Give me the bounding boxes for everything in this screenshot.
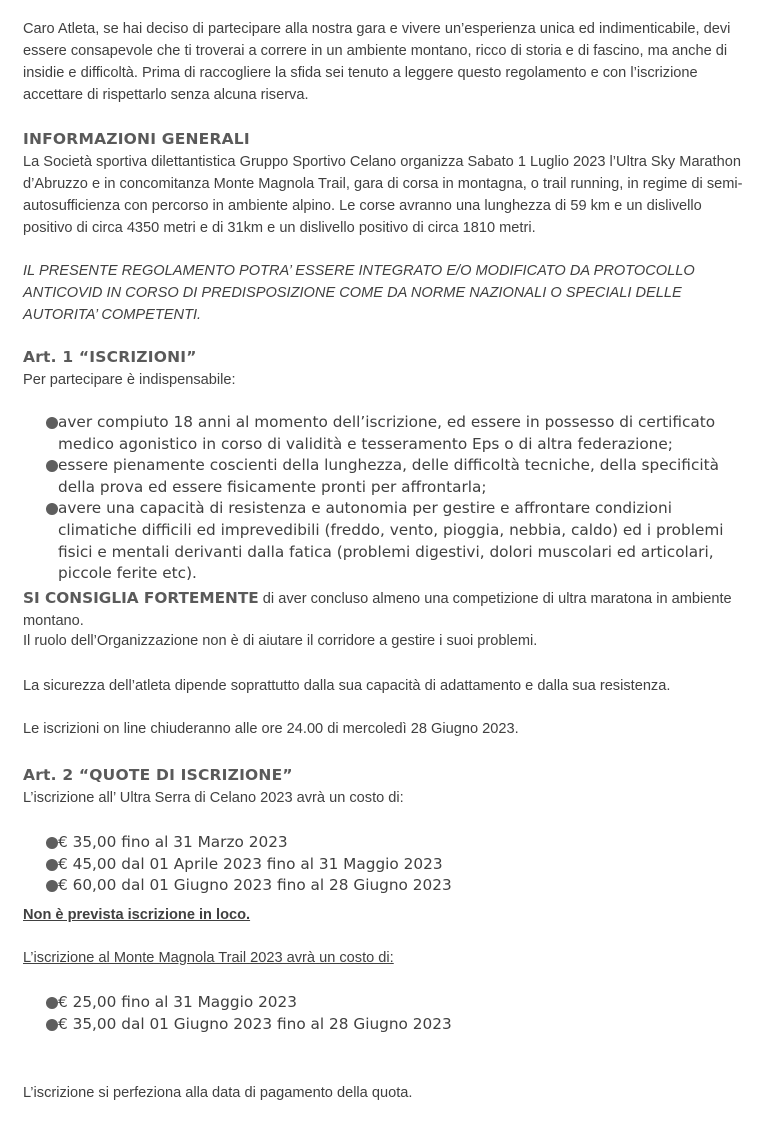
intro-paragraph: Caro Atleta, se hai deciso di partecipare alla nostra gara e vivere un’esperienza unica ed indimenticabile, devi essere consapevole che ti troverai a correre in un ambiente montano, ricco di storia e di fascino, ma anche di insidie e difficoltà. Prima di raccogliere la sfida sei tenuto a leggere questo regolamento e con l’iscrizione accettare di rispettarlo senza alcuna riserva. bbox=[23, 21, 731, 103]
art2-intro: L’iscrizione all’ Ultra Serra di Celano 2023 avrà un costo di: bbox=[23, 790, 404, 806]
list-item bbox=[23, 412, 753, 455]
completion-paragraph: L’iscrizione si perfeziona alla data di pagamento della quota. bbox=[23, 1085, 413, 1101]
safety-paragraph: La sicurezza dell’atleta dipende soprattutto dalla sua capacità di adattamento e dalla sua resistenza. bbox=[23, 678, 671, 694]
bullet-icon bbox=[46, 837, 58, 849]
requirement-text: essere pienamente coscienti della lunghezza, delle difficoltà tecniche, della specificità della prova ed essere fisicamente pronti per affrontarla; bbox=[58, 456, 719, 496]
requirements-list bbox=[23, 412, 753, 585]
list-item bbox=[23, 1014, 753, 1036]
list-item bbox=[23, 992, 753, 1014]
general-info-paragraph: La Società sportiva dilettantistica Gruppo Sportivo Celano organizza Sabato 1 Luglio 2023 l’Ultra Sky Marathon d’Abruzzo e in concomitanza Monte Magnola Trail, gara di corsa in montagna, o trail running, in regime di semi-autosufficienza con percorso in ambiente alpino. Le corse avranno una lunghezza di 59 km e un dislivello positivo di circa 4350 metri e di 31km e un dislivello positivo di circa 1810 metri. bbox=[23, 154, 743, 236]
art1-heading: Art. 1 “ISCRIZIONI” bbox=[23, 348, 197, 366]
no-onsite-registration: Non è prevista iscrizione in loco. bbox=[23, 907, 251, 923]
trail-fees-list bbox=[23, 992, 753, 1035]
organization-role-paragraph: Il ruolo dell’Organizzazione non è di aiutare il corridore a gestire i suoi problemi. bbox=[23, 633, 538, 649]
art1-intro: Per partecipare è indispensabile: bbox=[23, 372, 236, 388]
list-item bbox=[23, 455, 753, 498]
advice-paragraph bbox=[23, 587, 753, 632]
fee-text: € 35,00 fino al 31 Marzo 2023 bbox=[58, 833, 288, 851]
anticovid-notice: IL PRESENTE REGOLAMENTO POTRA’ ESSERE INTEGRATO E/O MODIFICATO DA PROTOCOLLO ANTICOVID IN CORSO DI PREDISPOSIZIONE COME DA NORME NAZIONALI O SPECIALI DELLE AUTORITA’ COMPETENTI. bbox=[23, 263, 695, 323]
requirement-text: aver compiuto 18 anni al momento dell’iscrizione, ed essere in possesso di certificato medico agonistico in corso di validità e tesseramento Eps o di altra federazione; bbox=[58, 413, 716, 453]
advice-strong: SI CONSIGLIA FORTEMENTE bbox=[23, 589, 259, 607]
trail-intro: L’iscrizione al Monte Magnola Trail 2023 avrà un costo di: bbox=[23, 950, 394, 966]
general-info-heading: INFORMAZIONI GENERALI bbox=[23, 130, 250, 148]
bullet-icon bbox=[46, 1019, 58, 1031]
requirement-text: avere una capacità di resistenza e autonomia per gestire e affrontare condizioni climatiche difficili ed imprevedibili (freddo, vento, pioggia, nebbia, caldo) ed i problemi fisici e mentali derivanti dalla fatica (problemi digestivi, dolori muscolari ed articolari, piccole ferite etc). bbox=[58, 499, 724, 583]
fee-text: € 60,00 dal 01 Giugno 2023 fino al 28 Giugno 2023 bbox=[58, 876, 452, 895]
fee-text: € 35,00 dal 01 Giugno 2023 fino al 28 Giugno 2023 bbox=[58, 1014, 452, 1033]
bullet-icon bbox=[46, 417, 58, 429]
list-item bbox=[23, 854, 753, 876]
fee-text: € 25,00 fino al 31 Maggio 2023 bbox=[58, 993, 298, 1011]
list-item bbox=[23, 875, 753, 897]
list-item bbox=[23, 498, 753, 584]
bullet-icon bbox=[46, 859, 58, 871]
ultra-fees-list bbox=[23, 832, 753, 897]
bullet-icon bbox=[46, 997, 58, 1009]
fee-text: € 45,00 dal 01 Aprile 2023 fino al 31 Maggio 2023 bbox=[58, 854, 443, 873]
list-item bbox=[23, 832, 753, 854]
registration-closing-paragraph: Le iscrizioni on line chiuderanno alle ore 24.00 di mercoledì 28 Giugno 2023. bbox=[23, 721, 519, 737]
art2-heading: Art. 2 “QUOTE DI ISCRIZIONE” bbox=[23, 766, 293, 784]
advice-rest: di aver concluso almeno una competizione di ultra maratona in ambiente montano. bbox=[23, 591, 732, 629]
